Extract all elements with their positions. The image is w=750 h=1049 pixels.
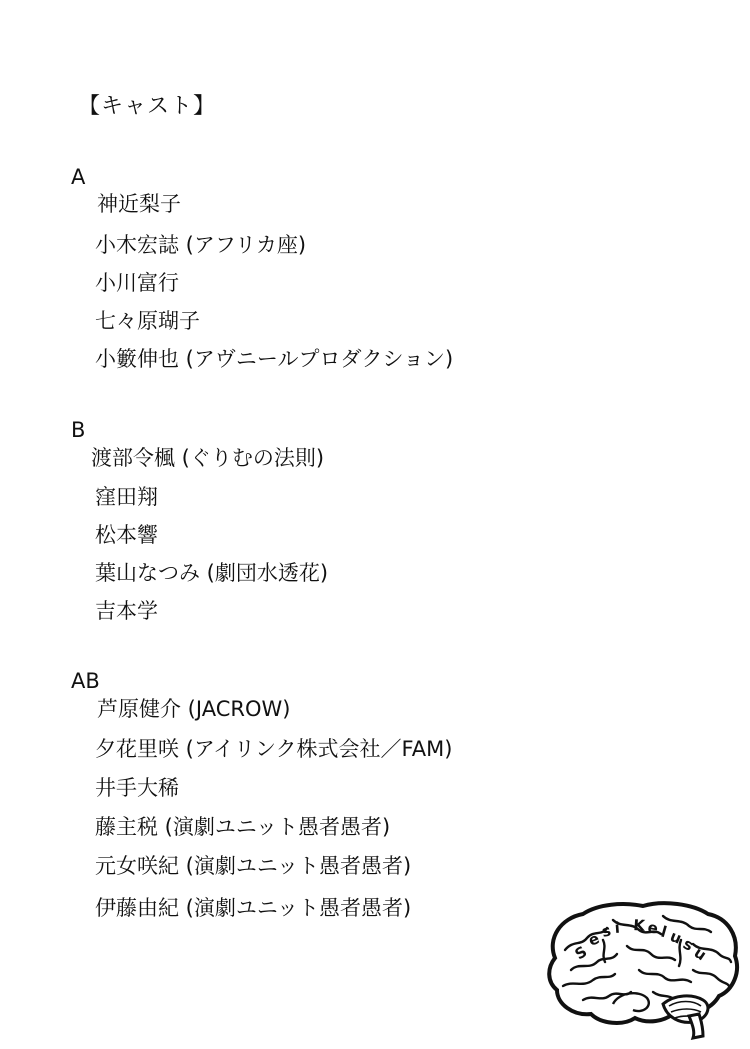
svg-text:s: s: [680, 934, 697, 955]
svg-text:s: s: [600, 921, 613, 941]
svg-text:l: l: [658, 922, 669, 942]
group-label-b: B: [71, 418, 86, 442]
cast-member: 小籔伸也 (アヴニールプロダクション): [95, 347, 454, 371]
svg-text:K: K: [632, 916, 646, 935]
cast-member: 渡部令楓 (ぐりむの法則): [91, 446, 325, 470]
cast-member: 葉山なつみ (劇団水透花): [95, 561, 329, 585]
cast-member: 吉本学: [95, 599, 158, 623]
group-label-a: A: [71, 165, 86, 189]
cast-member: 藤主税 (演劇ユニット愚者愚者): [95, 815, 391, 839]
svg-text:u: u: [667, 927, 685, 948]
cast-member: 松本響: [95, 523, 158, 547]
cast-member: 神近梨子: [97, 192, 181, 216]
cast-member: 元女咲紀 (演劇ユニット愚者愚者): [95, 854, 412, 878]
svg-text:u: u: [690, 943, 710, 965]
cast-member: 夕花里咲 (アイリンク株式会社／FAM): [95, 737, 453, 761]
cast-member: 小木宏誌 (アフリカ座): [95, 233, 307, 257]
cast-heading: 【キャスト】: [78, 94, 217, 119]
svg-text:i: i: [614, 918, 621, 937]
cast-member: 井手大稀: [95, 776, 179, 800]
brain-logo-icon: [543, 900, 743, 1040]
cast-member: 窪田翔: [95, 485, 158, 509]
cast-member: 七々原瑚子: [95, 309, 200, 333]
group-label-ab: AB: [71, 669, 100, 693]
svg-text:e: e: [585, 929, 602, 950]
svg-text:S: S: [571, 942, 591, 964]
cast-member: 小川富行: [95, 271, 179, 295]
cast-member: 芦原健介 (JACROW): [97, 697, 291, 721]
svg-text:e: e: [646, 918, 660, 938]
cast-member: 伊藤由紀 (演劇ユニット愚者愚者): [95, 896, 412, 920]
